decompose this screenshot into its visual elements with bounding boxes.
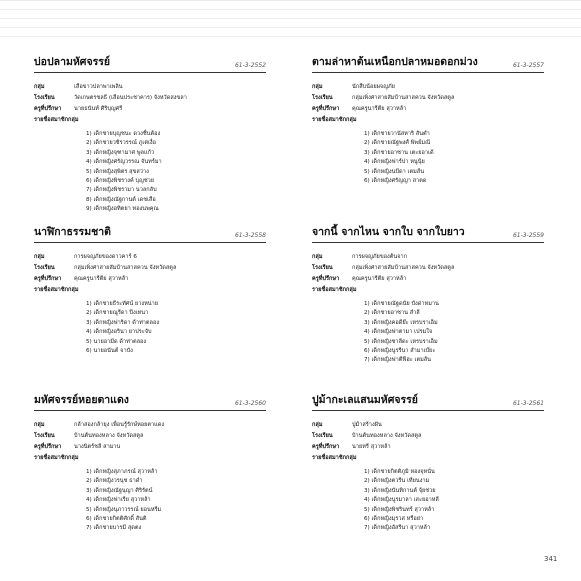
member-item: 5) เด็กหญิงชาลีดะ เหรบราเอ็ม [364, 338, 438, 345]
top-ruled-strip [0, 0, 581, 38]
members-list [312, 300, 544, 366]
entry-header [34, 54, 266, 73]
member-item: 3) เด็กชายอาซาน เตะยอาเด้ [364, 149, 434, 156]
advisor-row [34, 104, 266, 115]
advisor-value: คุณครูนารีตีย สุวาหล้า [352, 106, 407, 112]
member-item: 9) เด็กหญิงอทิตยา ทองนพคุณ [86, 206, 159, 213]
school-label: โรงเรียน [312, 265, 333, 271]
member-item: 6) เด็กหญิงนูรรีนา สำมาเบ๊ยะ [364, 347, 436, 354]
member-item: 1) เด็กชายบุญชนะ ดวงชื่นต้อง [86, 131, 161, 137]
advisor-value: คุณครูนารีตีย สุวาหล้า [352, 276, 407, 282]
member-item: 6) เด็กชายกิตติศักดิ์ สันติ [86, 515, 147, 522]
members-list [312, 130, 544, 186]
group-row [312, 252, 544, 263]
member-item: 5) เด็กหญิงนุภาวรรณ์ ยอนหรีม [86, 506, 162, 513]
advisor-label: ครูที่ปรึกษา [312, 444, 340, 450]
project-entry [312, 392, 544, 534]
school-label: โรงเรียน [312, 433, 333, 439]
group-row [312, 82, 544, 93]
project-entry [312, 224, 544, 366]
member-item: 1) เด็กชายธีระทัศน์ ยางหน่าย [86, 301, 159, 307]
school-value: กลุ่มเพิ่งศาสายสัมบ้านสาสควน จังหวัดสตูล [352, 95, 455, 101]
school-label: โรงเรียน [312, 95, 333, 101]
project-title: นาฬิกาธรรมชาติ [34, 226, 111, 238]
project-code: 61-3-2557 [512, 62, 544, 69]
project-code: 61-3-2560 [234, 400, 266, 407]
members-label: รายชื่อสมาชิกกลุ่ม [34, 117, 79, 123]
member-item: 5) เด็กหญิงพิชรินทร์ สุวาหล้า [364, 506, 435, 513]
member-item: 1) เด็กหญิงสุภาภรณ์ สุวาหล้า [86, 469, 158, 475]
members-list [34, 300, 266, 356]
project-title: บ่อปลามหัศจรรย์ [34, 56, 111, 68]
members-list [312, 468, 544, 534]
member-item: 1) เด็กชายวานัสหาริ สันตำ [364, 131, 430, 137]
member-item: 6) เด็กหญิงพิชรางค์ บุญช่วย [86, 177, 155, 184]
school-value: บ้านต้นทองหลาง จังหวัดสตูล [352, 433, 422, 439]
member-item: 2) เด็กหญิงวรนุช ธาดำ [86, 478, 143, 485]
entry-header [312, 54, 544, 73]
school-value: วัดเกษตรชลธี (เลือนประชาคาร) จังหวัดสงขลา [74, 95, 187, 101]
advisor-row [312, 442, 544, 453]
member-item: 7) เด็กหญิงอัสรีนา สุวาหล้า [364, 525, 431, 532]
entry-header [312, 224, 544, 243]
group-row [34, 82, 266, 93]
page-number: 341 [544, 555, 558, 563]
member-item: 4) เด็กหญิงอรินา ยาประจับ [86, 329, 152, 336]
advisor-value: นายหรี สุวาหล้า [352, 444, 391, 450]
member-item: 2) เด็กชายวชิรวรรณ์ ภูเต่เงื่อ [86, 140, 156, 147]
project-entry [312, 54, 544, 186]
member-item: 3) เด็กหญิงจุฑามาศ พูลแก้ว [86, 149, 155, 156]
project-code: 61-3-2552 [234, 62, 266, 69]
group-value: เสือขาวปลาพาเพลิน [74, 84, 123, 90]
project-title: ตามล่าหาต้นเหนือกปลาหมอดอกม่วง [312, 56, 478, 68]
member-item: 2) เด็กหญิงตวรีน เทียนงาม [364, 478, 430, 485]
member-item: 4) เด็กหญิงนูรมาลา เสะยอาหลี [364, 497, 439, 504]
school-row [34, 431, 266, 442]
school-label: โรงเรียน [34, 265, 55, 271]
group-value: กล้าสองกล้ายุง เพื่อนรู้รักษ์หอยตาแดง [74, 422, 165, 428]
advisor-row [312, 104, 544, 115]
group-label: กลุ่ม [312, 254, 323, 260]
entry-details [312, 252, 544, 296]
group-label: กลุ่ม [312, 422, 323, 428]
entry-header [34, 392, 266, 411]
entry-header [312, 392, 544, 411]
member-item: 2) เด็กชายณูรีดา ปีงเทนา [86, 310, 149, 317]
members-label: รายชื่อสมาชิกกลุ่ม [312, 117, 357, 123]
member-item: 1) เด็กชายกิตติภูมิ หองจุหนั่น [364, 469, 435, 475]
project-entry [34, 392, 266, 534]
project-code: 61-3-2561 [512, 400, 544, 407]
group-value: ปูม้าสร้างฝัน [352, 422, 382, 428]
project-title: ปูม้ากะเลแสนมหัศจรรย์ [312, 394, 418, 406]
advisor-value: นางนิตร์ชลี สามาน [74, 444, 121, 450]
member-item: 3) เด็กหญิงฟาริดา ด้าท่าตลอง [86, 319, 160, 326]
group-label: กลุ่ม [34, 84, 45, 90]
members-list [34, 468, 266, 534]
project-entry [34, 54, 266, 215]
advisor-label: ครูที่ปรึกษา [34, 444, 62, 450]
member-item: 3) เด็กหญิงนันทิกานต์ จุ้ยช่วย [364, 487, 436, 494]
advisor-value: นายธนันท์ ศิริบุญศรี [74, 106, 123, 112]
member-item: 4) เด็กหญิงฟาร์ปา หนูนุ้ย [364, 159, 425, 166]
members-label: รายชื่อสมาชิกกลุ่ม [312, 287, 357, 293]
member-item: 6) เด็กหญิงมุรวส หรือย่า [364, 515, 424, 522]
advisor-value: คุณครูนารีตีย สุวาหล้า [74, 276, 129, 282]
group-row [34, 420, 266, 431]
member-item: 4) เด็กหญิงฟาตามา เปรมใจ [364, 329, 433, 336]
advisor-label: ครูที่ปรึกษา [34, 106, 62, 112]
school-row [34, 93, 266, 104]
advisor-label: ครูที่ปรึกษา [312, 106, 340, 112]
member-item: 5) นายอามีด ด้าท่าตลอง [86, 338, 147, 345]
member-item: 3) เด็กหญิงณัฐนุญา ศิริรัตน์ [86, 487, 153, 494]
entry-details [34, 420, 266, 464]
members-label: รายชื่อสมาชิกกลุ่ม [34, 287, 79, 293]
entry-header [34, 224, 266, 243]
member-item: 7) เด็กชายบารมี สุดตง [86, 525, 142, 532]
member-item: 1) เด็กชายณัฐดนัย บังด่าหมาน [364, 301, 439, 307]
member-item: 6) เด็กหญิงศรัญญา สาตด [364, 177, 427, 184]
entry-details [34, 252, 266, 296]
school-label: โรงเรียน [34, 95, 55, 101]
member-item: 5) เด็กหญิงสุพิตร สุขสว่าง [86, 168, 149, 175]
member-item: 3) เด็กหญิงคอดีย๊ะ เหรบราเอ็ม [364, 319, 438, 326]
member-item: 8) เด็กหญิงณัฐกานต์ เดชเสือ [86, 196, 156, 203]
project-title: มหัศจรรย์หอยตาแดง [34, 394, 129, 406]
member-item: 2) เด็กชายณัฐพงศ์ พิพย์มณี [364, 140, 431, 147]
group-label: กลุ่ม [312, 84, 323, 90]
school-row [312, 93, 544, 104]
member-item: 4) เด็กหญิงศรัญวรรณ จันทร์มา [86, 159, 162, 166]
members-label: รายชื่อสมาชิกกลุ่ม [34, 455, 79, 461]
project-entry [34, 224, 266, 356]
group-value: การผจญภัยของดาวคาร์ 6 [74, 254, 137, 260]
group-label: กลุ่ม [34, 422, 45, 428]
school-row [312, 263, 544, 274]
member-item: 7) เด็กหญิงพิชรามา นวลกลับ [86, 187, 157, 194]
entry-details [312, 420, 544, 464]
entry-details [34, 82, 266, 126]
group-label: กลุ่ม [34, 254, 45, 260]
school-label: โรงเรียน [34, 433, 55, 439]
members-label: รายชื่อสมาชิกกลุ่ม [312, 455, 357, 461]
school-row [34, 263, 266, 274]
entry-details [312, 82, 544, 126]
project-title: จากนี้ จากไหน จากใบ จากใบยาว [312, 226, 465, 238]
members-list [34, 130, 266, 215]
member-item: 7) เด็กหญิงฟาตีฟีฮะ เตมส์น [364, 357, 431, 364]
advisor-label: ครูที่ปรึกษา [312, 276, 340, 282]
member-item: 2) เด็กชายอาซาน สำลี [364, 310, 420, 317]
advisor-row [34, 274, 266, 285]
advisor-row [312, 274, 544, 285]
advisor-row [34, 442, 266, 453]
school-value: กลุ่มเพิ่งศาสายสัมบ้านสาสควน จังหวัดสตูล [74, 265, 177, 271]
advisor-label: ครูที่ปรึกษา [34, 276, 62, 282]
school-row [312, 431, 544, 442]
member-item: 6) นายอนันต์ จาบัง [86, 347, 133, 354]
school-value: กลุ่มเพิ่งศาสายสัมบ้านสาสควน จังหวัดสตูล [352, 265, 455, 271]
member-item: 4) เด็กหญิงฟาเรีย สุวาหล้า [86, 497, 151, 504]
project-code: 61-3-2558 [234, 232, 266, 239]
project-code: 61-3-2559 [512, 232, 544, 239]
group-value: การผจญภัยของต้นจาก [352, 254, 407, 260]
group-row [34, 252, 266, 263]
group-row [312, 420, 544, 431]
member-item: 5) เด็กหญิงนบีดา เตมส์น [364, 168, 425, 175]
group-value: นักสืบน้อยผจญภัย [352, 84, 395, 90]
school-value: บ้านต้นทองหลาง จังหวัดสตูล [74, 433, 144, 439]
